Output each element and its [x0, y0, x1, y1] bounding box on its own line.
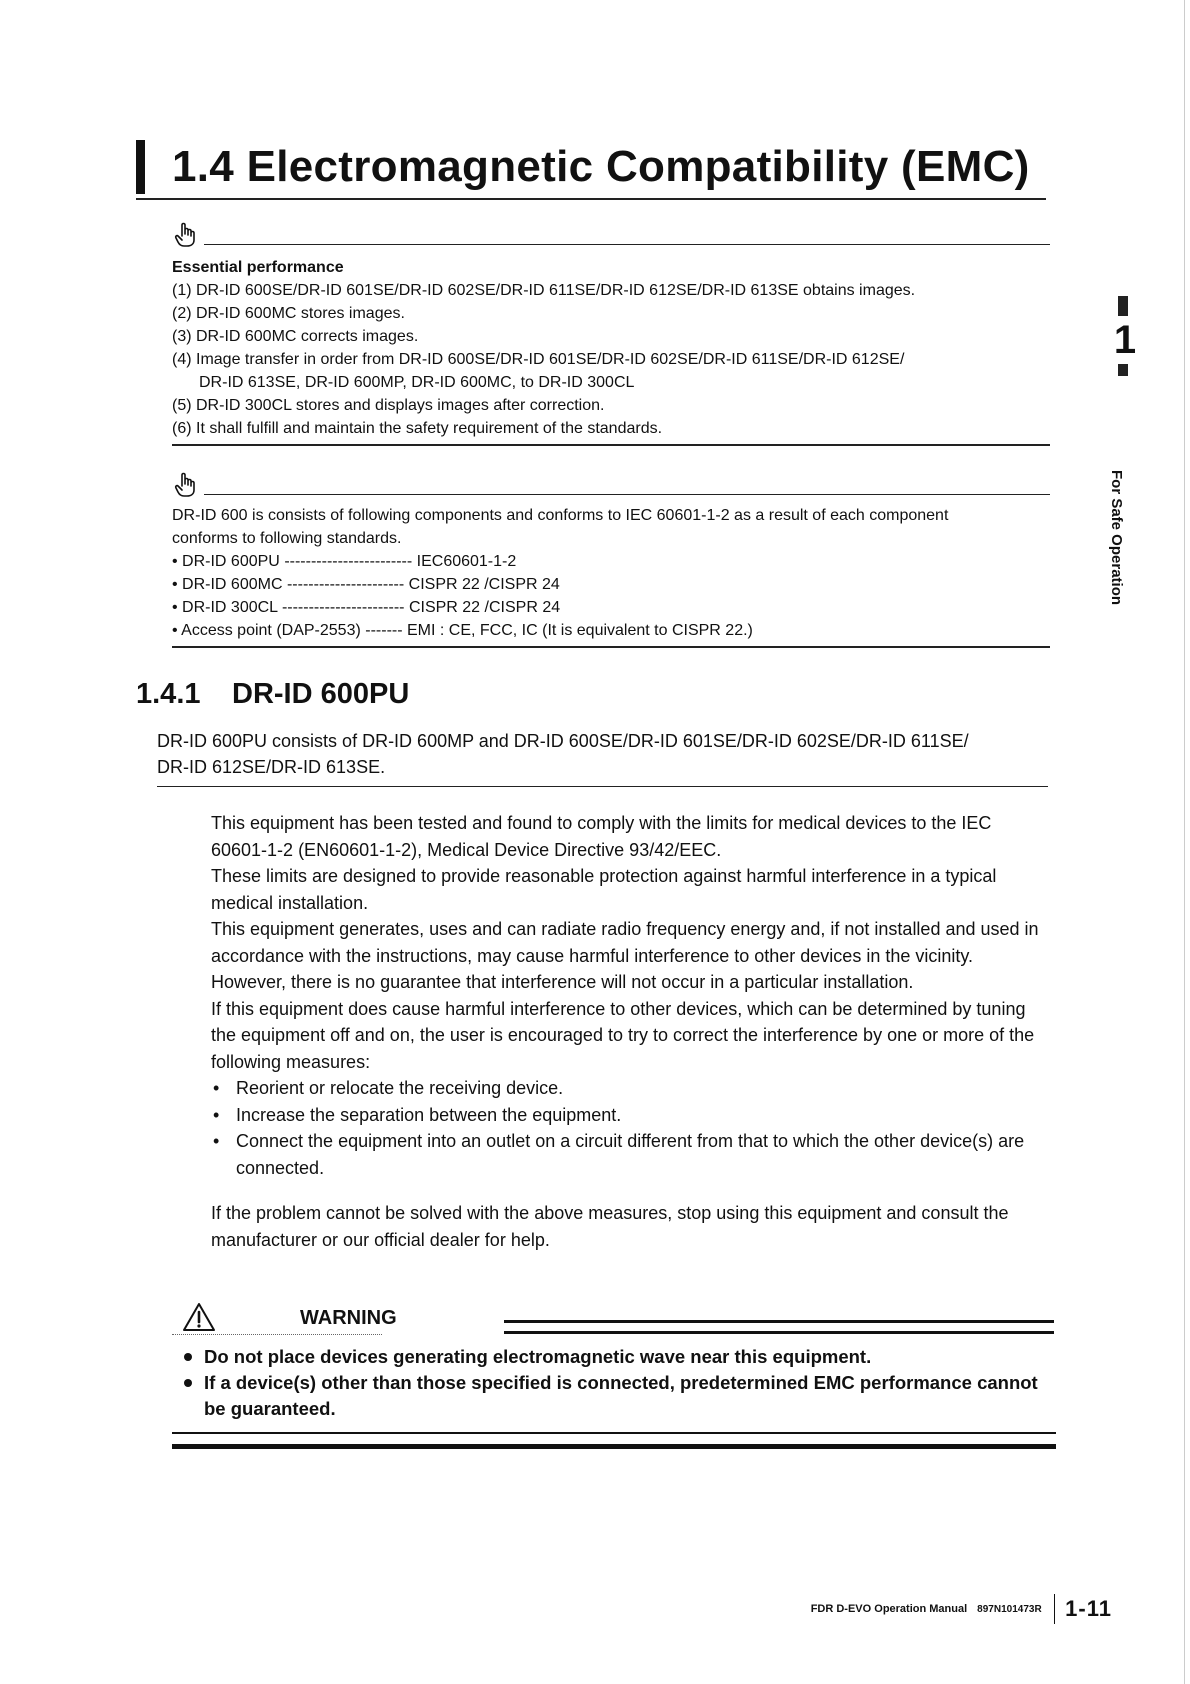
warning-triangle-icon	[182, 1302, 216, 1332]
note-heading: Essential performance	[172, 259, 344, 276]
warning-underline	[172, 1334, 382, 1335]
tab-block	[1118, 296, 1128, 316]
component-standard: EMI : CE, FCC, IC (It is equivalent to CISPR 22.)	[407, 622, 753, 639]
component-dashes: ------------------------	[284, 553, 413, 570]
scan-edge	[1184, 0, 1185, 1684]
measures-list	[211, 1075, 1051, 1181]
paragraph: However, there is no guarantee that interference will not occur in a particular installation.	[211, 972, 914, 992]
manual-name: FDR D-EVO Operation Manual	[810, 1603, 968, 1615]
hand-pointing-icon	[172, 222, 198, 248]
list-item: (6) It shall fulfill and maintain the safety requirement of the standards.	[172, 420, 663, 437]
paragraph: These limits are designed to provide reasonable protection against harmful interference in a typical medical installation.	[211, 866, 997, 913]
heading-bar	[136, 140, 145, 194]
list-item: (2) DR-ID 600MC stores images.	[172, 305, 405, 322]
list-item: • Reorient or relocate the receiving device.	[211, 1075, 1051, 1102]
section-heading	[136, 140, 1046, 200]
component-row	[172, 550, 1050, 573]
subsection-title: DR-ID 600PU	[232, 678, 410, 710]
intro-line: DR-ID 612SE/DR-ID 613SE.	[157, 757, 386, 777]
component-row	[172, 596, 1050, 619]
component-dashes: -----------------------	[281, 599, 405, 616]
chapter-number: 1	[1113, 318, 1137, 362]
note-essential-performance	[172, 222, 1050, 446]
note-intro: conforms to following standards.	[172, 530, 402, 547]
chapter-label: For Safe Operation	[1108, 470, 1125, 606]
paragraph: This equipment has been tested and found to comply with the limits for medical devices to the IEC 60601-1-2 (EN60601-1-2), Medical Device Directive 93/42/EEC.	[211, 813, 992, 860]
note-rule	[204, 244, 1050, 245]
subsection-number: 1.4.1	[136, 678, 201, 710]
component-row	[172, 573, 1050, 596]
tab-block	[1118, 364, 1128, 376]
component-dashes: -------	[365, 622, 403, 639]
warning-header	[182, 1302, 1054, 1336]
list-item: (4) Image transfer in order from DR-ID 600SE/DR-ID 601SE/DR-ID 602SE/DR-ID 611SE/DR-ID 612SE/	[172, 351, 905, 368]
list-item: • Increase the separation between the equipment.	[211, 1102, 1051, 1129]
note-header	[172, 222, 1050, 250]
note-header	[172, 472, 1050, 500]
component-row	[172, 619, 1050, 642]
note-components	[172, 472, 1050, 648]
body-text	[211, 810, 1051, 1253]
component-name: • DR-ID 600PU	[172, 553, 280, 570]
component-standard: IEC60601-1-2	[416, 553, 517, 570]
list-item: • Connect the equipment into an outlet on a circuit different from that to which the other device(s) are connected.	[211, 1128, 1051, 1181]
paragraph: This equipment generates, uses and can radiate radio frequency energy and, if not installed and used in accordance with the instructions, may cause harmful interference to other devices in the vicinity.	[211, 919, 1039, 966]
note-body	[172, 250, 1050, 446]
paragraph: If the problem cannot be solved with the above measures, stop using this equipment and consult the manufacturer or our official dealer for help.	[211, 1203, 1009, 1250]
component-name: • Access point (DAP-2553)	[172, 622, 361, 639]
subsection-intro	[157, 728, 1048, 787]
page-number: 1-11	[1065, 1596, 1112, 1621]
list-item-continued: DR-ID 613SE, DR-ID 600MP, DR-ID 600MC, to DR-ID 300CL	[199, 374, 635, 391]
warning-item: Do not place devices generating electromagnetic wave near this equipment.	[182, 1344, 1054, 1370]
warning-list	[182, 1344, 1054, 1422]
page-footer	[811, 1592, 1112, 1626]
warning-body	[182, 1344, 1054, 1422]
warning-item: If a device(s) other than those specified is connected, predetermined EMC performance cannot be guaranteed.	[182, 1370, 1054, 1422]
component-dashes: ----------------------	[286, 576, 405, 593]
warning-label: WARNING	[300, 1307, 397, 1329]
footer-divider	[1054, 1594, 1056, 1624]
note-rule	[204, 494, 1050, 495]
component-standard: CISPR 22 /CISPR 24	[408, 599, 561, 616]
list-item: (1) DR-ID 600SE/DR-ID 601SE/DR-ID 602SE/DR-ID 611SE/DR-ID 612SE/DR-ID 613SE obtains images.	[172, 282, 916, 299]
document-number: 897N101473R	[977, 1603, 1042, 1615]
list-item: (5) DR-ID 300CL stores and displays images after correction.	[172, 397, 605, 414]
spacer	[211, 1181, 1051, 1200]
hand-pointing-icon	[172, 472, 198, 498]
subsection-heading	[136, 676, 409, 712]
component-name: • DR-ID 300CL	[172, 599, 278, 616]
paragraph: If this equipment does cause harmful interference to other devices, which can be determined by tuning the equipment off and on, the user is encouraged to try to correct the interference by one or more of the following measures:	[211, 998, 1035, 1072]
component-name: • DR-ID 600MC	[172, 576, 283, 593]
component-standard: CISPR 22 /CISPR 24	[408, 576, 560, 593]
intro-line: DR-ID 600PU consists of DR-ID 600MP and DR-ID 600SE/DR-ID 601SE/DR-ID 602SE/DR-ID 611SE/	[157, 731, 969, 751]
section-title: 1.4 Electromagnetic Compatibility (EMC)	[172, 142, 1030, 191]
warning-bar	[504, 1320, 1054, 1334]
note-body	[172, 500, 1050, 648]
warning-end-rule	[172, 1432, 1056, 1449]
list-item: (3) DR-ID 600MC corrects images.	[172, 328, 419, 345]
note-intro: DR-ID 600 is consists of following components and conforms to IEC 60601-1-2 as a result of each component	[172, 507, 949, 524]
